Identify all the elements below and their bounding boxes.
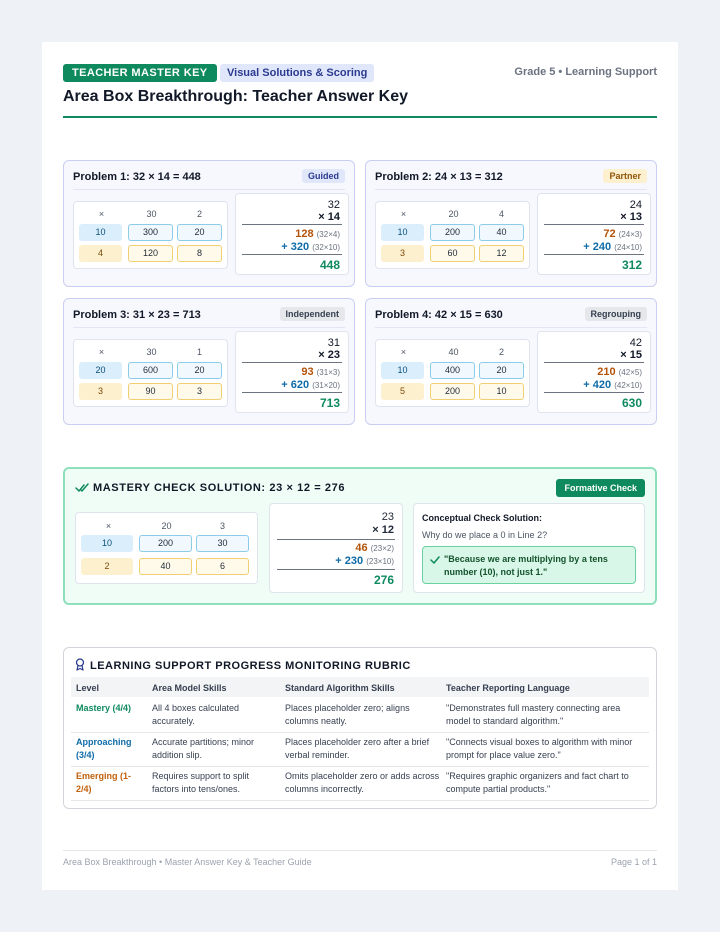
area-model	[73, 339, 228, 407]
area-row-tens: 10	[381, 224, 424, 241]
problem-card	[63, 298, 355, 425]
area-row-tens: 10	[381, 362, 424, 379]
rubric-col-report: Teacher Reporting Language	[446, 683, 570, 693]
area-cell: 30	[196, 535, 249, 552]
area-cell: 20	[479, 362, 524, 379]
algo-total: 448	[319, 258, 340, 272]
algo-total: 630	[621, 396, 642, 410]
algo-line	[242, 362, 342, 363]
area-cell: 90	[128, 383, 173, 400]
standard-algorithm	[537, 331, 651, 413]
algo-partial-tens: + 320 (32×10)	[281, 241, 340, 253]
algo-total: 312	[621, 258, 642, 272]
rubric-report-language: "Demonstrates full mastery connecting area model to standard algorithm."	[446, 703, 621, 726]
area-cell: 200	[430, 383, 475, 400]
algo-top-factor: 24	[629, 199, 642, 211]
algo-total: 276	[373, 573, 394, 587]
mastery-standard-algorithm	[269, 503, 403, 593]
area-header-tens: 40	[448, 347, 459, 357]
page-title: Area Box Breakthrough: Teacher Answer Key	[63, 88, 408, 105]
algo-line	[544, 392, 644, 393]
mastery-heading	[75, 482, 345, 494]
algo-partial-ones: 210 (42×5)	[597, 366, 642, 378]
rubric-level: Mastery (4/4)	[76, 703, 132, 713]
area-cell: 60	[430, 245, 475, 262]
area-header-ones: 2	[498, 347, 504, 357]
rubric-heading	[75, 658, 411, 672]
algo-partial-tens: + 420 (42×10)	[583, 379, 642, 391]
concept-title: Conceptual Check Solution:	[422, 513, 543, 523]
rubric-area-skill: Requires support to split factors into tens/ones.	[152, 771, 250, 794]
area-header-ones: 1	[196, 347, 202, 357]
rubric-row	[71, 699, 649, 733]
algo-total: 713	[319, 396, 340, 410]
area-row-tens: 10	[79, 224, 122, 241]
check-icon	[430, 556, 440, 564]
card-divider	[375, 189, 647, 190]
area-cell: 10	[479, 383, 524, 400]
rubric-col-algo: Standard Algorithm Skills	[285, 683, 395, 693]
footer-left: Area Box Breakthrough • Master Answer Key & Teacher Guide	[63, 857, 312, 867]
area-header-ones: 4	[498, 209, 504, 219]
algo-top-factor: 42	[629, 337, 642, 349]
algo-line	[242, 392, 342, 393]
area-cell: 300	[128, 224, 173, 241]
algo-partial-ones: 128 (32×4)	[295, 228, 340, 240]
problem-badge: Partner	[603, 169, 647, 183]
algo-partial-ones: 93 (31×3)	[301, 366, 340, 378]
algo-line	[242, 254, 342, 255]
area-cell: 600	[128, 362, 173, 379]
area-row-tens: 10	[81, 535, 133, 552]
area-cell: 400	[430, 362, 475, 379]
area-row-ones: 5	[381, 383, 424, 400]
rubric-area-skill: Accurate partitions; minor addition slip.	[152, 737, 255, 760]
problem-title: Problem 1: 32 × 14 = 448	[73, 171, 201, 183]
algo-top-factor: 23	[381, 511, 394, 523]
area-times-symbol: ×	[105, 521, 112, 531]
algo-top-factor: 31	[327, 337, 340, 349]
algo-top-factor: 32	[327, 199, 340, 211]
area-times-symbol: ×	[400, 347, 407, 357]
rubric-col-level: Level	[76, 683, 100, 693]
area-cell: 20	[177, 362, 222, 379]
rubric-level: Approaching (3/4)	[76, 737, 132, 760]
rubric-header-row	[71, 677, 649, 697]
area-row-ones: 4	[79, 245, 122, 262]
problem-badge: Independent	[280, 307, 346, 321]
area-times-symbol: ×	[400, 209, 407, 219]
area-model	[375, 201, 530, 269]
area-header-tens: 20	[448, 209, 459, 219]
rubric-level: Emerging (1-2/4)	[76, 771, 132, 794]
page-number: Page 1 of 1	[610, 857, 657, 867]
algo-line	[544, 254, 644, 255]
algo-multiplier: × 15	[620, 349, 642, 361]
area-cell: 40	[479, 224, 524, 241]
progress-rubric	[63, 647, 657, 809]
rubric-area-skill: All 4 boxes calculated accurately.	[152, 703, 240, 726]
card-divider	[375, 327, 647, 328]
area-row-tens: 20	[79, 362, 122, 379]
area-cell: 8	[177, 245, 222, 262]
area-cell: 12	[479, 245, 524, 262]
card-divider	[73, 189, 345, 190]
algo-partial-ones: 72 (24×3)	[603, 228, 642, 240]
algo-line	[544, 362, 644, 363]
algo-line	[544, 224, 644, 225]
standard-algorithm	[235, 193, 349, 275]
header-divider	[63, 116, 657, 118]
area-cell: 6	[196, 558, 249, 575]
area-cell: 40	[139, 558, 192, 575]
rubric-algo-skill: Places placeholder zero; aligns columns neatly.	[285, 703, 410, 726]
mastery-heading-text: MASTERY CHECK SOLUTION: 23 × 12 = 276	[93, 482, 346, 494]
problem-card	[365, 298, 657, 425]
mastery-check-section	[63, 467, 657, 605]
standard-algorithm	[537, 193, 651, 275]
card-divider	[73, 327, 345, 328]
problem-card	[365, 160, 657, 287]
concept-question: Why do we place a 0 in Line 2?	[422, 530, 548, 540]
area-row-ones: 3	[381, 245, 424, 262]
header-row	[63, 64, 657, 82]
problem-badge: Guided	[302, 169, 345, 183]
rubric-row	[71, 767, 649, 801]
conceptual-check	[413, 503, 645, 593]
problem-card	[63, 160, 355, 287]
algo-multiplier: × 23	[318, 349, 340, 361]
concept-answer: "Because we are multiplying by a tens number (10), not just 1."	[444, 554, 608, 577]
problem-title: Problem 2: 24 × 13 = 312	[375, 171, 503, 183]
area-model	[375, 339, 530, 407]
algo-line	[277, 539, 395, 540]
algo-multiplier: × 14	[318, 211, 340, 223]
area-cell: 200	[430, 224, 475, 241]
algo-partial-ones: 46 (23×2)	[355, 542, 394, 554]
area-header-tens: 20	[161, 521, 172, 531]
area-times-symbol: ×	[98, 347, 105, 357]
mastery-area-model	[75, 512, 258, 584]
rubric-col-area: Area Model Skills	[152, 683, 227, 693]
area-cell: 200	[139, 535, 192, 552]
concept-answer-box	[422, 546, 636, 584]
problem-title: Problem 4: 42 × 15 = 630	[375, 309, 503, 321]
rubric-row	[71, 733, 649, 767]
answer-key-page	[42, 42, 678, 890]
standard-algorithm	[235, 331, 349, 413]
algo-multiplier: × 13	[620, 211, 642, 223]
area-cell: 3	[177, 383, 222, 400]
area-header-tens: 30	[146, 209, 157, 219]
area-header-tens: 30	[146, 347, 157, 357]
rubric-algo-skill: Places placeholder zero after a brief verbal reminder.	[285, 737, 430, 760]
teacher-master-key-tag: TEACHER MASTER KEY	[63, 64, 217, 82]
rubric-algo-skill: Omits placeholder zero or adds across columns incorrectly.	[285, 771, 440, 794]
area-header-ones: 2	[196, 209, 202, 219]
algo-line	[242, 224, 342, 225]
area-model	[73, 201, 228, 269]
area-row-ones: 2	[81, 558, 133, 575]
area-header-ones: 3	[219, 521, 225, 531]
area-cell: 120	[128, 245, 173, 262]
grade-label: Grade 5 • Learning Support	[514, 66, 657, 78]
algo-partial-tens: + 620 (31×20)	[281, 379, 340, 391]
problem-title: Problem 3: 31 × 23 = 713	[73, 309, 201, 321]
double-check-icon	[75, 483, 89, 493]
area-row-ones: 3	[79, 383, 122, 400]
visual-solutions-tag: Visual Solutions & Scoring	[220, 64, 374, 82]
rubric-report-language: "Connects visual boxes to algorithm with minor prompt for place value zero."	[446, 737, 633, 760]
algo-partial-tens: + 240 (24×10)	[583, 241, 642, 253]
algo-multiplier: × 12	[372, 524, 394, 536]
problem-badge: Regrouping	[585, 307, 648, 321]
rubric-heading-text: LEARNING SUPPORT PROGRESS MONITORING RUBRIC	[90, 660, 411, 672]
rubric-report-language: "Requires graphic organizers and fact chart to compute partial products."	[446, 771, 629, 794]
award-ribbon-icon	[75, 658, 85, 671]
formative-check-badge: Formative Check	[556, 479, 645, 497]
area-cell: 20	[177, 224, 222, 241]
area-times-symbol: ×	[98, 209, 105, 219]
algo-line	[277, 569, 395, 570]
algo-partial-tens: + 230 (23×10)	[335, 555, 394, 567]
footer-divider	[63, 850, 657, 851]
